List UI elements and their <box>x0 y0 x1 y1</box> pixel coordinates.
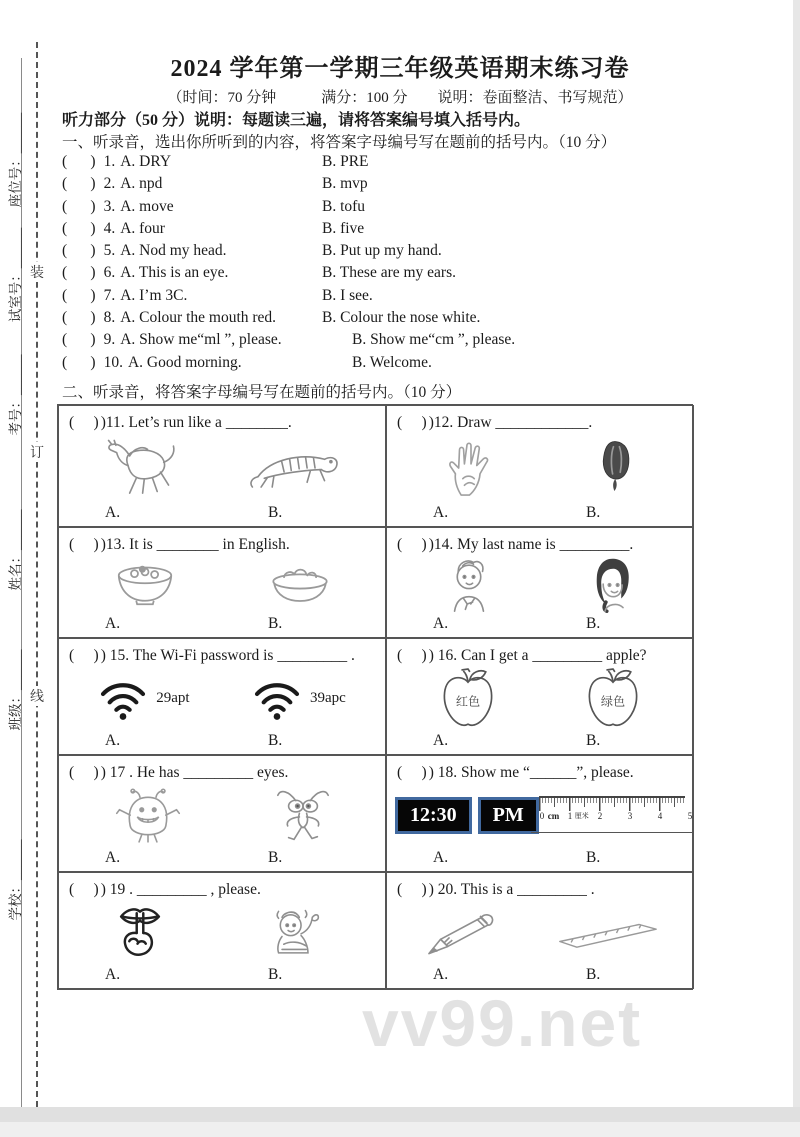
clock-period: PM <box>478 797 539 834</box>
answer-bracket: ( ) <box>62 242 96 260</box>
clock-time: 12:30 <box>395 797 472 834</box>
question-text: ( ) ) 15. The Wi-Fi password is _________ . <box>69 647 355 664</box>
option-b-text: B. tofu <box>322 197 366 215</box>
answer-bracket: ( ) <box>397 414 427 431</box>
green-apple-image <box>584 668 642 730</box>
option-a-label: A. <box>433 615 449 632</box>
option-a-label: A. <box>105 504 121 521</box>
option-b-text: B. These are my ears. <box>322 264 456 282</box>
answer-bracket: ( ) <box>62 219 96 237</box>
question-cell-13 <box>58 527 386 638</box>
binding-char-xian: 线 <box>28 686 46 706</box>
section1-heading: 一、听录音，选出你所听到的内容，将答案字母编号写在题前的括号内。（10 分） <box>62 134 617 151</box>
wifi-password-a: 29apt <box>156 690 190 706</box>
question-text: ( ) )13. It is ________ in English. <box>69 536 290 553</box>
option-a-text: A. Show me“ml ”, please. <box>120 331 282 349</box>
margin-field-name: 姓名：______ <box>8 509 23 591</box>
listening-item-5 <box>62 242 722 264</box>
apple-color-label: 红色 <box>455 694 480 709</box>
question-cell-15 <box>58 638 386 755</box>
option-b-label: B. <box>586 849 601 866</box>
answer-bracket: ( ) <box>69 764 99 781</box>
listening-item-6 <box>62 264 722 286</box>
answer-bracket: ( ) <box>62 153 96 170</box>
margin-field-class: 班级：______ <box>8 649 23 731</box>
watermark: vv99.net <box>362 986 643 1060</box>
apple-color-label: 绿色 <box>600 694 625 709</box>
item-number: 5. <box>103 242 116 260</box>
option-a-label: A. <box>105 615 121 632</box>
option-a-text: A. four <box>120 219 165 237</box>
option-b-text: B. Colour the nose white. <box>322 309 481 327</box>
listening-item-7 <box>62 287 722 309</box>
margin-field-seat-number: 座位号：______ <box>8 112 23 208</box>
answer-bracket: ( ) <box>69 647 99 664</box>
wifi-icon <box>252 677 302 721</box>
page-right-edge <box>793 0 800 1137</box>
ruler-unit: cm <box>547 810 560 821</box>
answer-bracket: ( ) <box>397 764 427 781</box>
answer-bracket: ( ) <box>62 264 96 282</box>
option-b-text: B. Welcome. <box>352 353 432 371</box>
option-a-text: A. I’m 3C. <box>120 286 188 304</box>
option-a-text: A. move <box>120 197 174 215</box>
page-title: 2024 学年第一学期三年级英语期末练习卷 <box>170 56 630 82</box>
answer-bracket: ( ) <box>62 353 96 371</box>
big-eyed-bug-image <box>276 787 330 845</box>
horse-image <box>100 438 182 498</box>
listening-item-1 <box>62 153 722 175</box>
option-a-label: A. <box>433 849 449 866</box>
option-a-label: A. <box>105 966 121 983</box>
ruler-label-1: 1 <box>567 810 573 821</box>
question-cell-19 <box>58 872 386 989</box>
question-text: ( ) )14. My last name is _________. <box>397 536 634 553</box>
question-text: ( ) ) 20. This is a _________ . <box>397 881 595 898</box>
answer-bracket: ( ) <box>62 175 96 193</box>
option-b-label: B. <box>268 615 283 632</box>
girl-image <box>592 557 636 613</box>
option-a-text: A. Colour the mouth red. <box>120 309 277 327</box>
margin-field-room-number: 试室号：______ <box>8 227 23 323</box>
ruler-image <box>556 916 660 950</box>
option-b-label: B. <box>586 504 601 521</box>
option-a-text: A. Nod my head. <box>120 242 227 260</box>
noodle-bowl-image <box>113 564 177 606</box>
question-cell-20 <box>386 872 694 989</box>
boy-image <box>445 557 493 613</box>
option-a-text: A. Good morning. <box>127 353 242 371</box>
wifi-icon <box>98 677 148 721</box>
answer-bracket: ( ) <box>397 647 427 664</box>
option-a-text: A. This is an eye. <box>120 264 229 282</box>
option-a-label: A. <box>105 732 121 749</box>
item-number: 7. <box>103 286 116 304</box>
ruler-label-5: 5 <box>687 810 693 821</box>
quiet-gesture-icon <box>117 904 163 962</box>
hair-image <box>599 439 633 497</box>
margin-field-exam-number: 考号：______ <box>8 354 23 436</box>
option-b-label: B. <box>268 849 283 866</box>
question-text: ( ) ) 17 . He has _________ eyes. <box>69 764 289 781</box>
answer-bracket: ( ) <box>69 881 99 898</box>
question-cell-17 <box>58 755 386 872</box>
waving-boy-image <box>263 905 327 961</box>
answer-bracket: ( ) <box>397 536 427 553</box>
item-number: 10. <box>103 353 123 371</box>
page-bottom-edge <box>0 1107 800 1122</box>
ruler-ticks <box>539 796 685 811</box>
ruler-label-4: 4 <box>657 810 663 821</box>
cm-ruler-image <box>539 796 693 836</box>
question-cell-11 <box>58 405 386 527</box>
question-cell-16 <box>386 638 694 755</box>
ruler-cn-unit: 厘米 <box>574 811 589 820</box>
section1-items <box>62 153 722 376</box>
answer-bracket: ( ) <box>62 331 96 349</box>
option-b-text: B. five <box>322 219 365 237</box>
item-number: 4. <box>103 219 116 237</box>
item-number: 9. <box>103 331 116 349</box>
option-a-label: A. <box>105 849 121 866</box>
answer-bracket: ( ) <box>62 197 96 215</box>
option-b-text: B. mvp <box>322 175 368 193</box>
option-b-label: B. <box>268 504 283 521</box>
ruler-label-2: 2 <box>597 810 603 821</box>
question-cell-14 <box>386 527 694 638</box>
ruler-baseline <box>531 832 694 833</box>
question-text: ( ) ) 16. Can I get a _________ apple? <box>397 647 647 664</box>
binding-char-ding: 订 <box>28 442 46 462</box>
listening-item-2 <box>62 175 722 197</box>
option-a-text: A. DRY <box>120 153 172 170</box>
listening-item-3 <box>62 198 722 220</box>
item-number: 2. <box>103 175 116 193</box>
answer-bracket: ( ) <box>69 536 99 553</box>
option-a-label: A. <box>433 966 449 983</box>
answer-bracket: ( ) <box>62 286 96 304</box>
option-a-text: A. npd <box>120 175 163 193</box>
page-bottom-shadow <box>0 1122 800 1137</box>
option-b-label: B. <box>586 615 601 632</box>
question-text: ( ) )11. Let’s run like a ________. <box>69 414 292 431</box>
item-number: 1. <box>103 153 116 170</box>
option-a-label: A. <box>433 732 449 749</box>
answer-bracket: ( ) <box>69 414 99 431</box>
digital-clock-image <box>395 797 539 834</box>
option-b-text: B. I see. <box>322 286 373 304</box>
pencil-image <box>421 907 505 959</box>
page-subtitle: （时间：70 分钟 满分：100 分 说明：卷面整洁、书写规范） <box>167 90 633 106</box>
margin-field-school: 学校：______ <box>8 839 23 921</box>
listening-item-10 <box>62 354 722 376</box>
answer-bracket: ( ) <box>397 881 427 898</box>
option-b-label: B. <box>586 966 601 983</box>
option-b-label: B. <box>268 966 283 983</box>
small-eyed-monster-image <box>115 788 181 844</box>
option-b-text: B. Put up my hand. <box>322 242 442 260</box>
question-text: ( ) ) 18. Show me “______”, please. <box>397 764 634 781</box>
hand-image <box>448 439 494 497</box>
wifi-password-b: 39apc <box>309 690 346 706</box>
listening-item-9 <box>62 331 722 353</box>
item-number: 8. <box>103 309 116 327</box>
section2-heading: 二、听录音，将答案字母编号写在题前的括号内。（10 分） <box>62 384 462 401</box>
question-cell-12 <box>386 405 694 527</box>
answer-bracket: ( ) <box>62 309 96 327</box>
ruler-label-0: 0 <box>539 810 545 821</box>
tiger-image <box>248 445 344 491</box>
question-cell-18 <box>386 755 694 872</box>
ruler-label-3: 3 <box>627 810 633 821</box>
red-apple-image <box>439 668 497 730</box>
question-text: ( ) ) 19 . _________ , please. <box>69 881 261 898</box>
listening-note: 听力部分（50 分）说明：每题读三遍，请将答案编号填入括号内。 <box>62 112 531 129</box>
option-b-text: B. Show me“cm ”, please. <box>352 331 516 349</box>
item-number: 3. <box>103 197 116 215</box>
question-text: ( ) )12. Draw ____________. <box>397 414 593 431</box>
option-a-label: A. <box>433 504 449 521</box>
option-b-label: B. <box>586 732 601 749</box>
item-number: 6. <box>103 264 116 282</box>
binding-char-zhuang: 装 <box>28 262 46 282</box>
binding-dashed-line <box>36 42 38 1107</box>
option-b-text: B. PRE <box>322 153 369 170</box>
listening-item-4 <box>62 220 722 242</box>
listening-item-8 <box>62 309 722 331</box>
picture-questions-table <box>57 404 693 990</box>
option-b-label: B. <box>268 732 283 749</box>
dumpling-basket-image <box>268 565 332 605</box>
